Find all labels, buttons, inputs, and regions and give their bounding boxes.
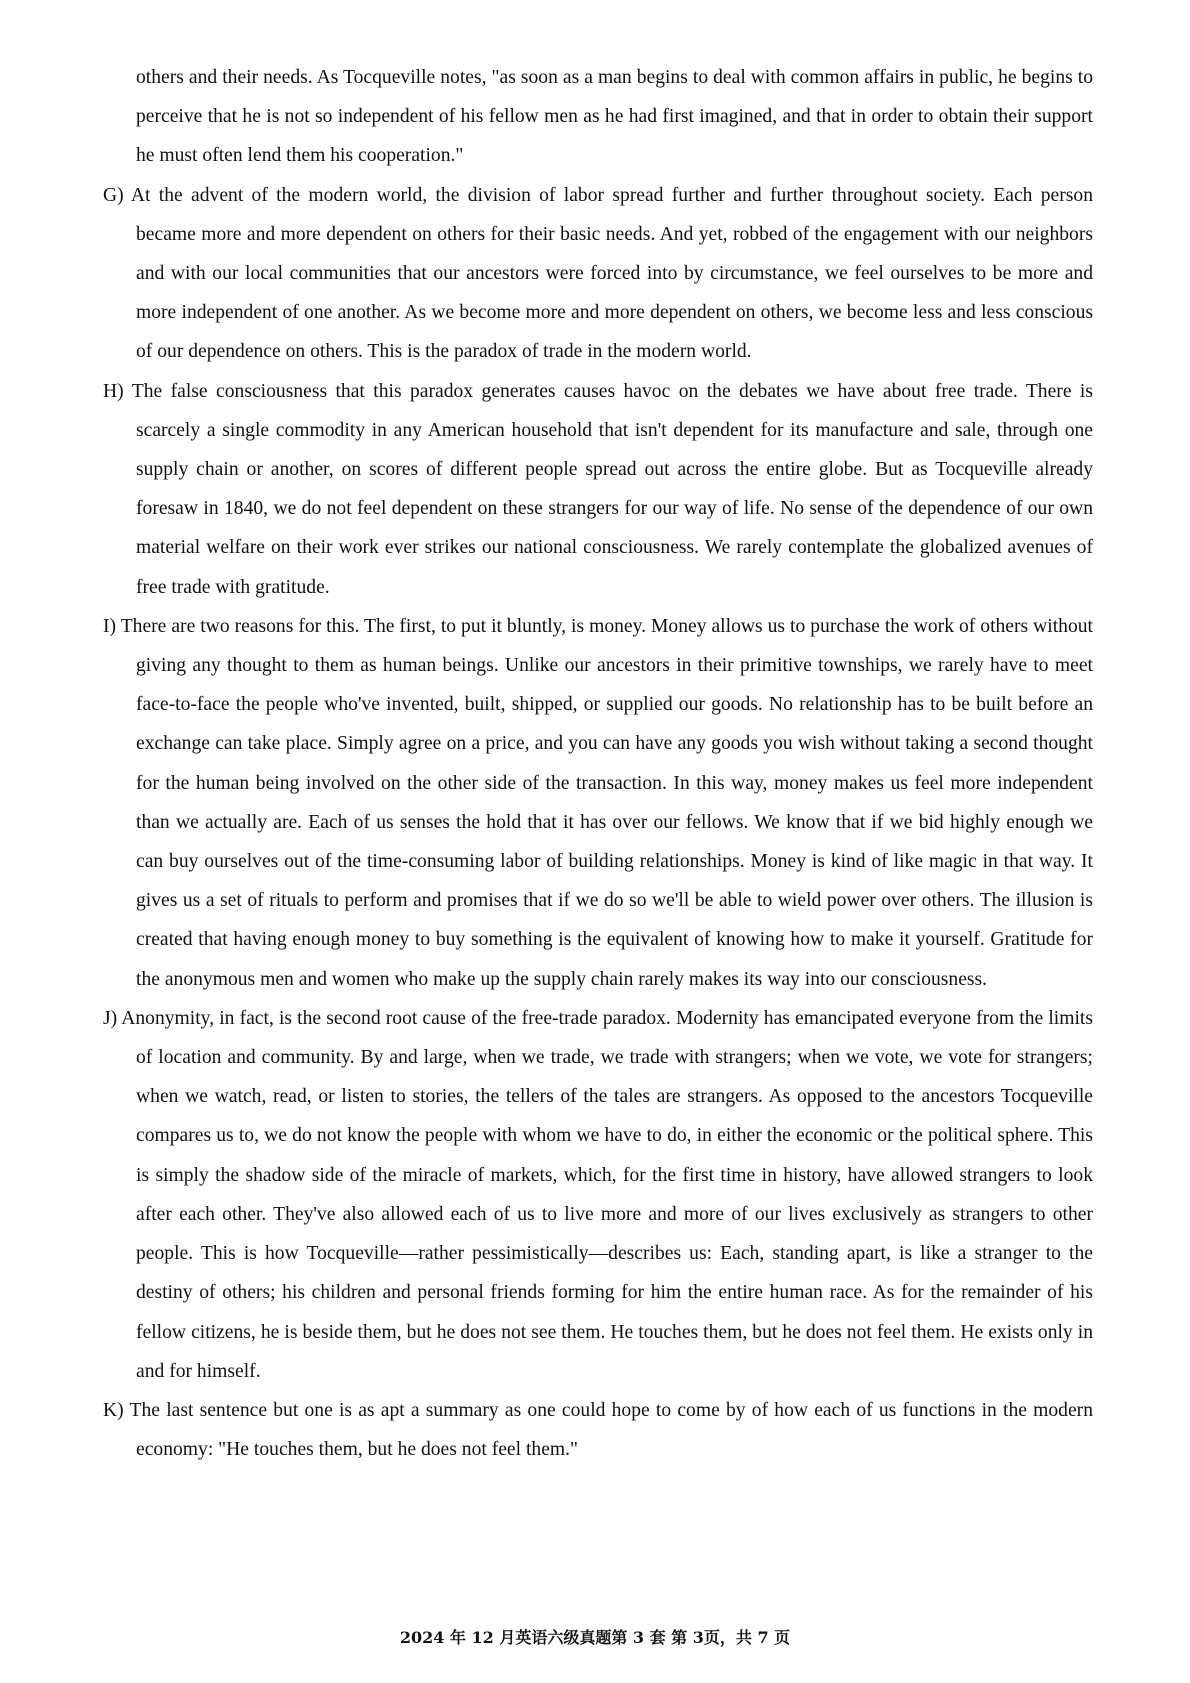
paragraph-text: At the advent of the modern world, the division of labor spread further and further throughout society. Each person became more and more dependent on others for their basic needs. And yet, robbed of the engagement with our neighbors and with our local communities that our ancestors were forced into by circumstance, we feel ourselves to be more and more independent of one another. As we become more and more dependent on others, we become less and less conscious of our dependence on others. This is the paradox of trade in the modern world. [130,184,1093,363]
paragraph-k [103,1391,1093,1469]
paragraph-text: Anonymity, in fact, is the second root cause of the free-trade paradox. Modernity has emancipated everyone from the limits of location and community. By and large, when we trade, we trade with strangers; when we vote, we vote for strangers; when we watch, read, or listen to stories, the tellers of the tales are strangers. As opposed to the ancestors Tocqueville compares us to, we do not know the people with whom we have to do, in either the economic or the political sphere. This is simply the shadow side of the miracle of markets, which, for the first time in history, have allowed strangers to look after each other. They've also allowed each of us to live more and more of our lives exclusively as strangers to other people. This is how Tocqueville—rather pessimistically—describes us: Each, standing apart, is like a stranger to the destiny of others; his children and personal friends forming for him the entire human race. As for the remainder of his fellow citizens, he is beside them, but he does not see them. He touches them, but he does not feel them. He exists only in and for himself. [121,1007,1093,1382]
paragraph-continued [103,58,1093,176]
paragraph-text: others and their needs. As Tocqueville notes, "as soon as a man begins to deal with common affairs in public, he begins to perceive that he is not so independent of his fellow men as he had first imagined, and that in order to obtain their support he must often lend them his cooperation." [136,67,1093,167]
paragraph-text: There are two reasons for this. The first, to put it bluntly, is money. Money allows us to purchase the work of others without giving any thought to them as human beings. Unlike our ancestors in their primitive townships, we rarely have to meet face-to-face the people who've invented, built, shipped, or supplied our goods. No relationship has to be built before an exchange can take place. Simply agree on a price, and you can have any goods you wish without taking a second thought for the human being involved on the other side of the transaction. In this way, money makes us feel more independent than we actually are. Each of us senses the hold that it has over our fellows. We know that if we bid highly enough we can buy ourselves out of the time-consuming labor of building relationships. Money is kind of like magic in that way. It gives us a set of rituals to perform and promises that if we do so we'll be able to wield power over others. The illusion is created that having enough money to buy something is the equivalent of knowing how to make it yourself. Gratitude for the anonymous men and women who make up the supply chain rarely makes its way into our consciousness. [120,615,1093,990]
paragraph-label: K) [103,1399,124,1421]
paragraph-label: J) [103,1007,118,1029]
document-body [103,58,1093,1469]
paragraph-label: G) [103,184,124,206]
paragraph-h [103,372,1093,607]
paragraph-j [103,999,1093,1391]
paragraph-g [103,176,1093,372]
paragraph-label: I) [103,615,117,637]
paragraph-text: The last sentence but one is as apt a summary as one could hope to come by of how each of us functions in the modern economy: "He touches them, but he does not feel them." [129,1399,1093,1461]
paragraph-i [103,607,1093,999]
paragraph-label: H) [103,380,124,402]
paragraph-text: The false consciousness that this paradox generates causes havoc on the debates we have about free trade. There is scarcely a single commodity in any American household that isn't dependent for its manufacture and sale, through one supply chain or another, on scores of different people spread out across the entire globe. But as Tocqueville already foresaw in 1840, we do not feel dependent on these strangers for our way of life. No sense of the dependence of our own material welfare on their work ever strikes our national consciousness. We rarely contemplate the globalized avenues of free trade with gratitude. [131,380,1093,598]
page-footer: 2024 年 12 月英语六级真题第 3 套 第 3页，共 7 页 [399,1628,791,1647]
